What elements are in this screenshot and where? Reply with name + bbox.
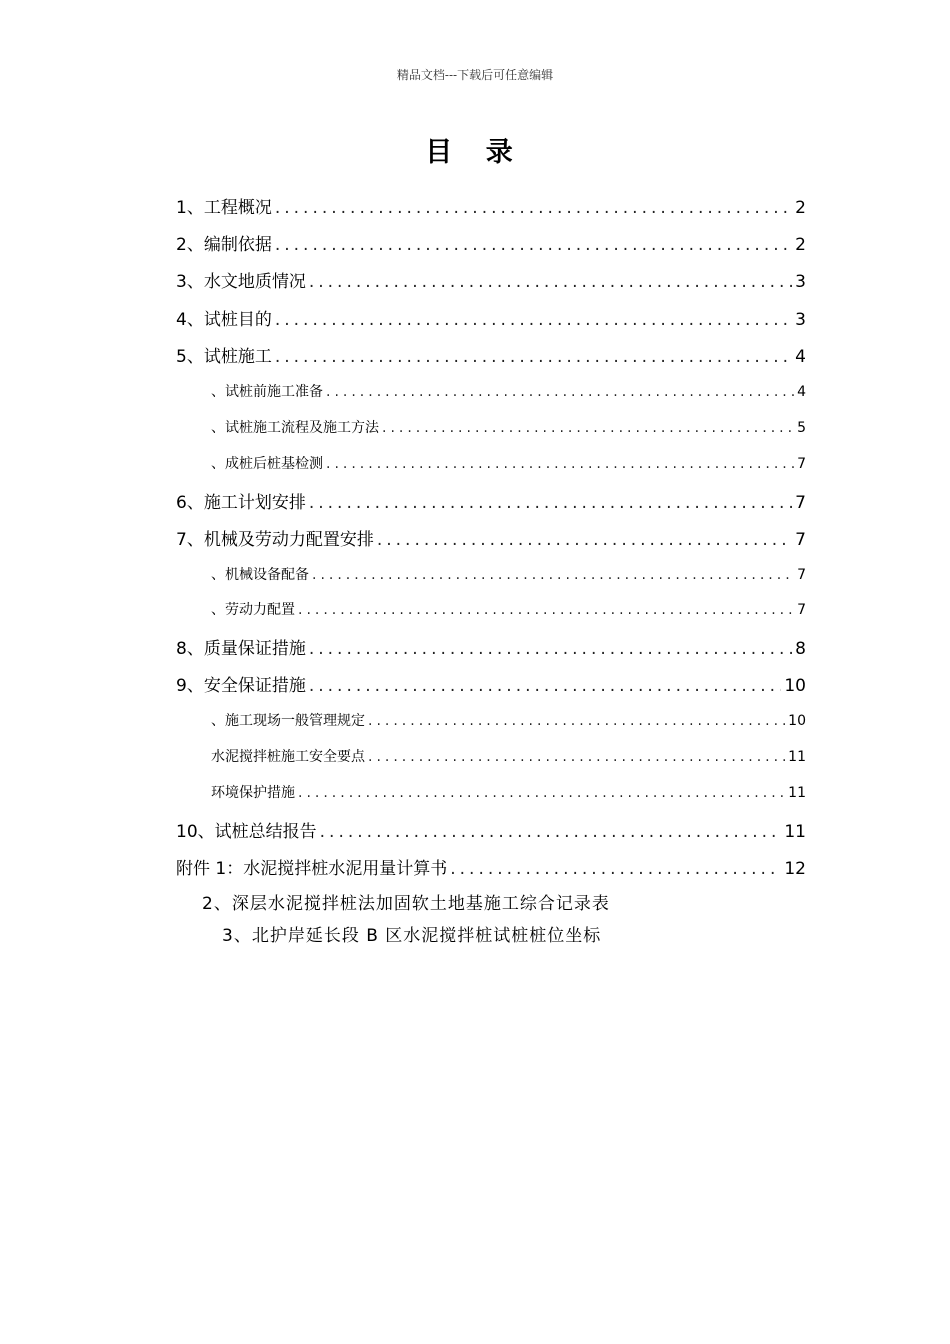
toc-leader-dots [275,235,792,255]
toc-entry[interactable] [176,305,806,330]
toc-subentry[interactable] [211,564,806,584]
toc-page-number: 2 [795,198,806,218]
toc-page-number: 4 [795,347,806,367]
toc-entry-label: 4、试桩目的 [176,310,272,330]
annex-line: 3、北护岸延长段 B 区水泥搅拌桩试桩桩位坐标 [222,926,602,946]
toc-subentry[interactable] [211,599,806,619]
toc-leader-dots [309,272,792,292]
toc-leader-dots [309,676,782,696]
toc-entry[interactable] [176,634,806,659]
toc-page-number: 7 [797,456,806,472]
toc-page-number: 7 [797,602,806,618]
toc-page-number: 2 [795,235,806,255]
toc-entry[interactable] [176,488,806,513]
toc-page-number: 12 [784,859,806,879]
toc-page-number: 10 [784,676,806,696]
toc-entry-label: 、施工现场一般管理规定 [211,713,365,729]
toc-subentry[interactable] [211,710,806,730]
toc-entry-label: 、成桩后桩基检测 [211,456,323,472]
toc-leader-dots [368,713,785,729]
toc-entry[interactable] [176,230,806,255]
toc-page-number: 5 [797,420,806,436]
toc-leader-dots [382,420,794,436]
toc-entry-label: 7、机械及劳动力配置安排 [176,530,374,550]
annex-line: 2、深层水泥搅拌桩法加固软土地基施工综合记录表 [202,894,610,914]
toc-entry-label: 1、工程概况 [176,198,272,218]
toc-entry-label: 水泥搅拌桩施工安全要点 [211,749,365,765]
header-note: 精品文档---下载后可任意编辑 [396,68,554,82]
toc-entry-label: 、试桩前施工准备 [211,384,323,400]
document-title: 目 录 [425,137,525,168]
toc-page-number: 7 [797,567,806,583]
toc-entry[interactable] [176,193,806,218]
toc-subentry[interactable] [211,782,806,802]
toc-page-number: 8 [795,639,806,659]
toc-leader-dots [368,749,785,765]
toc-entry-label: 、试桩施工流程及施工方法 [211,420,379,436]
toc-page-number: 10 [788,713,806,729]
toc-entry-label: 3、水文地质情况 [176,272,306,292]
toc-entry-label: 、机械设备配备 [211,567,309,583]
toc-leader-dots [326,456,794,472]
toc-page-number: 7 [795,530,806,550]
toc-entry-label: 附件 1：水泥搅拌桩水泥用量计算书 [176,859,448,879]
toc-page-number: 11 [784,822,806,842]
toc-leader-dots [320,822,782,842]
toc-entry[interactable] [176,267,806,292]
toc-leader-dots [275,198,792,218]
toc-subentry[interactable] [211,417,806,437]
toc-entry-label: 10、试桩总结报告 [176,822,317,842]
toc-entry[interactable] [176,525,806,550]
toc-leader-dots [326,384,794,400]
toc-page-number: 11 [788,785,806,801]
toc-leader-dots [312,567,794,583]
toc-entry-label: 6、施工计划安排 [176,493,306,513]
toc-subentry[interactable] [211,381,806,401]
toc-entry-label: 2、编制依据 [176,235,272,255]
toc-entry-label: 环境保护措施 [211,785,295,801]
toc-entry-label: 、劳动力配置 [211,602,295,618]
toc-entry-label: 5、试桩施工 [176,347,272,367]
toc-leader-dots [275,310,792,330]
toc-leader-dots [377,530,792,550]
toc-page-number: 4 [797,384,806,400]
toc-page-number: 3 [795,272,806,292]
toc-leader-dots [450,859,781,879]
toc-entry-label: 8、质量保证措施 [176,639,306,659]
toc-page-number: 11 [788,749,806,765]
toc-leader-dots [298,602,794,618]
toc-subentry[interactable] [211,746,806,766]
toc-entry[interactable] [176,342,806,367]
toc-page-number: 3 [795,310,806,330]
toc-entry[interactable] [176,817,806,842]
toc-entry-label: 9、安全保证措施 [176,676,306,696]
toc-leader-dots [309,639,792,659]
toc-entry[interactable] [176,671,806,696]
toc-leader-dots [275,347,792,367]
toc-page-number: 7 [795,493,806,513]
toc-leader-dots [309,493,792,513]
toc-entry[interactable] [176,854,806,879]
toc-subentry[interactable] [211,453,806,473]
toc-leader-dots [298,785,785,801]
